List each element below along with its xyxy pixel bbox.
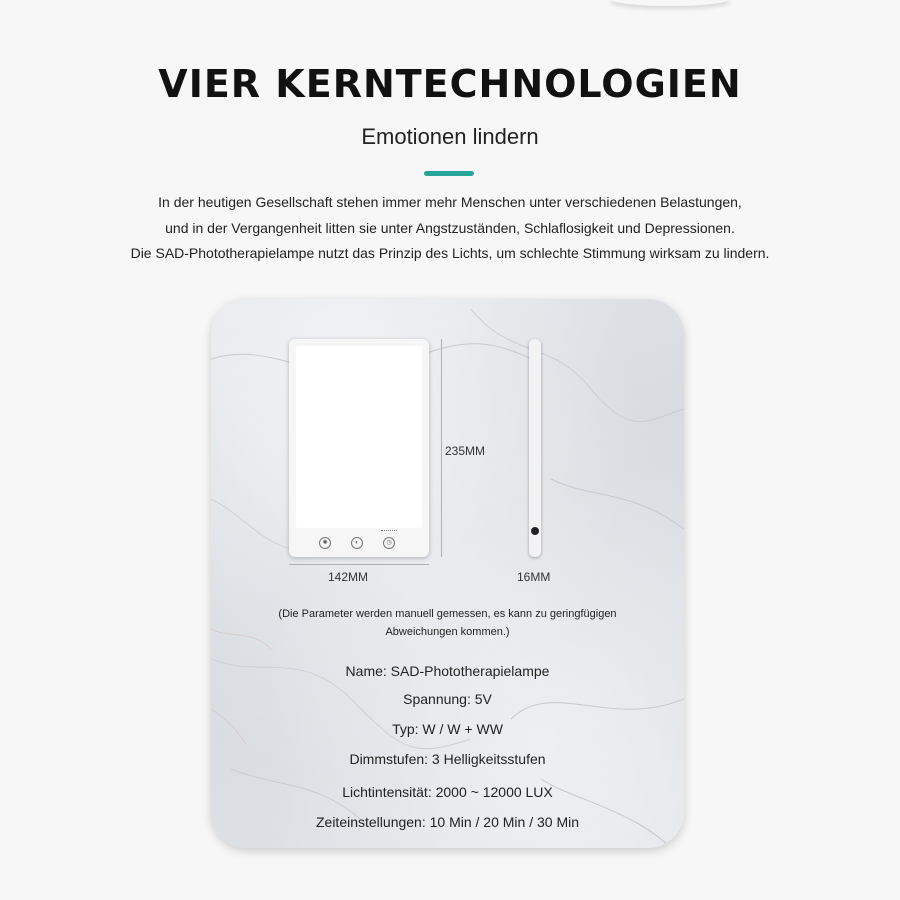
product-card — [211, 299, 684, 848]
note-line: (Die Parameter werden manuell gemessen, es kann zu geringfügigen — [278, 608, 617, 620]
height-dimension-line — [441, 339, 442, 557]
spec-voltage: Spannung: 5V — [403, 691, 492, 707]
note-line: Abweichungen kommen.) — [385, 626, 510, 638]
timer-icon: ◷ — [383, 537, 395, 549]
sun-icon: ✺ — [319, 537, 331, 549]
spec-intensity: Lichtintensität: 2000 ~ 12000 LUX — [342, 784, 553, 800]
spec-name: Name: SAD-Phototherapielampe — [345, 663, 550, 679]
indicator-dots — [381, 530, 397, 534]
measurement-note — [251, 605, 644, 641]
intro-line: In der heutigen Gesellschaft stehen immer mehr Menschen unter verschiedenen Belastungen, — [158, 194, 742, 210]
page-subtitle: Emotionen lindern — [361, 124, 539, 149]
lamp-side-view — [529, 339, 541, 557]
intro-line: und in der Vergangenheit litten sie unter Angstzuständen, Schlaflosigkeit und Depressionen. — [165, 219, 735, 236]
height-dimension-label: 235MM — [445, 444, 486, 458]
spec-timer: Zeiteinstellungen: 10 Min / 20 Min / 30 Min — [315, 814, 580, 830]
intro-line: Die SAD-Phototherapielampe nutzt das Prinzip des Lichts, um schlechte Stimmung wirksam zu lindern. — [130, 245, 770, 261]
spec-type: Typ: W / W + WW — [392, 721, 503, 737]
width-dimension-label: 142MM — [328, 570, 369, 584]
intro-paragraph — [40, 190, 860, 267]
spec-dimming: Dimmstufen: 3 Helligkeitsstufen — [349, 751, 546, 767]
width-dimension-line — [289, 564, 429, 565]
accent-divider — [424, 171, 474, 176]
depth-dimension-label: 16MM — [517, 570, 551, 584]
decorative-shadow — [610, 0, 730, 6]
lamp-light-panel — [295, 345, 423, 529]
lamp-front-view — [289, 339, 429, 557]
brightness-icon: ◐ — [351, 537, 363, 549]
usb-port-icon — [531, 527, 539, 535]
page-title: VIER KERNTECHNOLOGIEN — [158, 62, 742, 106]
